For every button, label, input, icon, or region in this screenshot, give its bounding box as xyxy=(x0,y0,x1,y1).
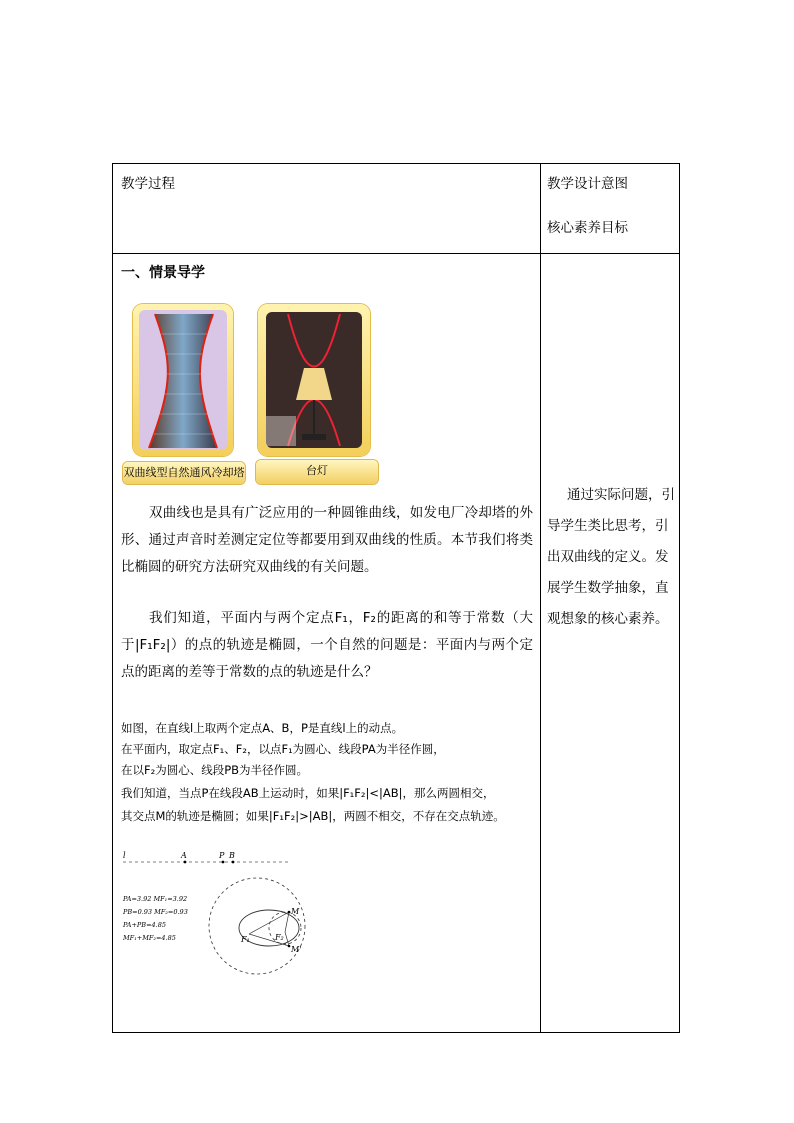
lesson-table xyxy=(112,163,680,1033)
measure-sum-p: PA+PB=4.85 xyxy=(123,921,166,929)
section-title: 一、情景导学 xyxy=(121,265,205,281)
point-f2-label: F₂ xyxy=(275,933,284,942)
construction-line-3: 在以F₂为圆心、线段PB为半径作圆。 xyxy=(121,763,309,777)
intro-paragraph: 双曲线也是具有广泛应用的一种圆锥曲线，如发电厂冷却塔的外形、通过声音时差测定定位等都要用到双曲线的性质。本节我们将类比椭圆的研究方法研究双曲线的有关问题。 xyxy=(121,505,533,575)
ellipse-construction-diagram xyxy=(119,848,319,978)
lamp-illustration xyxy=(258,304,370,456)
construction-line-2: 在平面内，取定点F₁、F₂，以点F₁为圆心、线段PA为半径作圆， xyxy=(121,742,445,756)
construction-line-4: 我们知道，当点P在线段AB上运动时，如果|F₁F₂|<|AB|，那么两圆相交， xyxy=(121,786,495,800)
point-a-label: A xyxy=(181,851,187,860)
lamp-caption: 台灯 xyxy=(256,460,378,484)
header-core-literacy: 核心素养目标 xyxy=(547,220,628,236)
point-m-prime-label: M' xyxy=(291,945,302,954)
point-m-label: M xyxy=(291,907,300,916)
design-intent-text: 通过实际问题，引导学生类比思考，引出双曲线的定义。发展学生数学抽象，直观想象的核心素养。 xyxy=(547,487,675,627)
cooling-tower-illustration xyxy=(133,304,233,456)
measure-sum-m: MF₁+MF₂=4.85 xyxy=(123,934,176,942)
header-design-intent: 教学设计意图 xyxy=(547,176,628,192)
lamp-photo xyxy=(258,304,370,456)
construction-line-1: 如图，在直线l上取两个定点A、B，P是直线l上的动点。 xyxy=(121,721,404,735)
header-teaching-process: 教学过程 xyxy=(121,176,175,192)
point-f1-label: F₁ xyxy=(241,935,250,944)
point-p-label: P xyxy=(219,851,225,860)
point-b-label: B xyxy=(229,851,235,860)
construction-line-5: 其交点M的轨迹是椭圆；如果|F₁F₂|>|AB|，两圆不相交，不存在交点轨迹。 xyxy=(121,809,505,823)
cooling-tower-caption: 双曲线型自然通风冷却塔 xyxy=(123,462,245,484)
measure-pa: PA=3.92 MF₁=3.92 xyxy=(123,895,188,903)
measure-pb: PB=0.93 MF₂=0.93 xyxy=(123,908,188,916)
question-paragraph: 我们知道，平面内与两个定点F₁，F₂的距离的和等于常数（大于|F₁F₂|）的点的轨迹是椭圆，一个自然的问题是：平面内与两个定点的距离的差等于常数的点的轨迹是什么？ xyxy=(121,610,533,680)
cooling-tower-photo xyxy=(133,304,233,456)
column-divider xyxy=(540,164,541,1032)
line-l-label: l xyxy=(123,851,126,860)
header-divider xyxy=(113,253,679,254)
